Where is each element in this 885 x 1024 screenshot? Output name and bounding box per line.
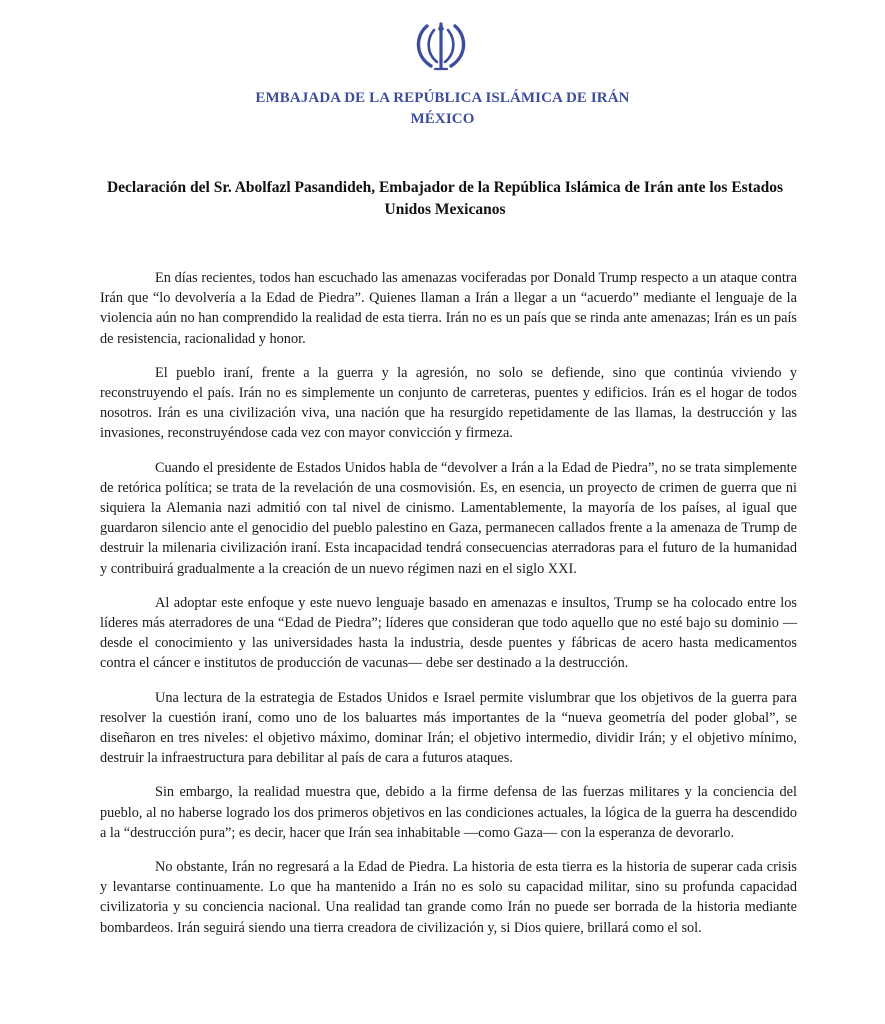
- embassy-header: [0, 88, 885, 130]
- paragraph: Una lectura de la estrategia de Estados Unidos e Israel permite vislumbrar que los objetivos de la guerra para resolver la cuestión iraní, como uno de los baluartes más importantes de la “nueva geometría del poder global”, se diseñaron en tres niveles: el objetivo máximo, dominar Irán; el objetivo intermedio, dividir Irán; y el objetivo mínimo, destruir la infraestructura para debilitar al país de cara a futuros ataques.: [100, 689, 797, 767]
- embassy-country: MÉXICO: [410, 111, 475, 127]
- paragraph: Cuando el presidente de Estados Unidos habla de “devolver a Irán a la Edad de Piedra”, no se trata simplemente de retórica política; se trata de la revelación de una cosmovisión. Es, en esencia, un proyecto de crimen de guerra que ni siquiera la Alemania nazi admitió con tal nivel de cinismo. Lamentablemente, la mayoría de los países, al igual que guardaron silencio ante el genocidio del pueblo palestino en Gaza, permanecen callados frente a la amenaza de Trump de destruir la milenaria civilización iraní. Esta incapacidad tendrá consecuencias aterradoras para el futuro de la humanidad y contribuirá gradualmente a la creación de un nuevo régimen nazi en el siglo XXI.: [100, 459, 797, 577]
- paragraph: No obstante, Irán no regresará a la Edad de Piedra. La historia de esta tierra es la historia de superar cada crisis y levantarse continuamente. Lo que ha mantenido a Irán no es solo su capacidad militar, sino su profunda capacidad civilizatoria y su conciencia nacional. Una realidad tan grande como Irán no puede ser borrada de la historia mediante bombardeos. Irán seguirá siendo una tierra creadora de civilización y, si Dios quiere, brillará como el sol.: [100, 859, 797, 936]
- iran-emblem-icon: [413, 20, 469, 72]
- paragraph: El pueblo iraní, frente a la guerra y la agresión, no solo se defiende, sino que continúa viviendo y reconstruyendo el país. Irán no es simplemente un conjunto de carreteras, puentes y edificios. Irán es el hogar de todos nosotros. Irán es una civilización viva, una nación que ha resurgido repetidamente de las llamas, la destrucción y las invasiones, reconstruyéndose cada vez con mayor convicción y firmeza.: [100, 364, 797, 442]
- paragraph: Sin embargo, la realidad muestra que, debido a la firme defensa de las fuerzas militares y la conciencia del pueblo, al no haberse logrado los dos primeros objetivos en las condiciones actuales, la lógica de la guerra ha descendido a la “destrucción pura”; es decir, hacer que Irán sea inhabitable —como Gaza— con la esperanza de devorarlo.: [100, 784, 797, 841]
- embassy-name: EMBAJADA DE LA REPÚBLICA ISLÁMICA DE IRÁN: [255, 90, 630, 106]
- declaration-title: Declaración del Sr. Abolfazl Pasandideh, Embajador de la República Islámica de Irán ante los Estados Unidos Mexicanos: [106, 179, 784, 218]
- paragraph: En días recientes, todos han escuchado las amenazas vociferadas por Donald Trump respecto a un ataque contra Irán que “lo devolvería a la Edad de Piedra”. Quienes llaman a Irán a llegar a un “acuerdo” mediante el lenguaje de la violencia aún no han comprendido la realidad de esta tierra. Irán no es un país que se rinda ante amenazas; Irán es un país de resistencia, racionalidad y honor.: [100, 270, 797, 347]
- declaration-body: [100, 268, 797, 952]
- paragraph: Al adoptar este enfoque y este nuevo lenguaje basado en amenazas e insultos, Trump se ha colocado entre los líderes más aterradores de una “Edad de Piedra”; líderes que consideran que todo aquello que no esté bajo su dominio —desde el conocimiento y las universidades hasta la industria, desde puentes y fábricas de acero hasta medicamentos contra el cáncer e institutos de producción de vacunas— debe ser destinado a la destrucción.: [100, 594, 797, 672]
